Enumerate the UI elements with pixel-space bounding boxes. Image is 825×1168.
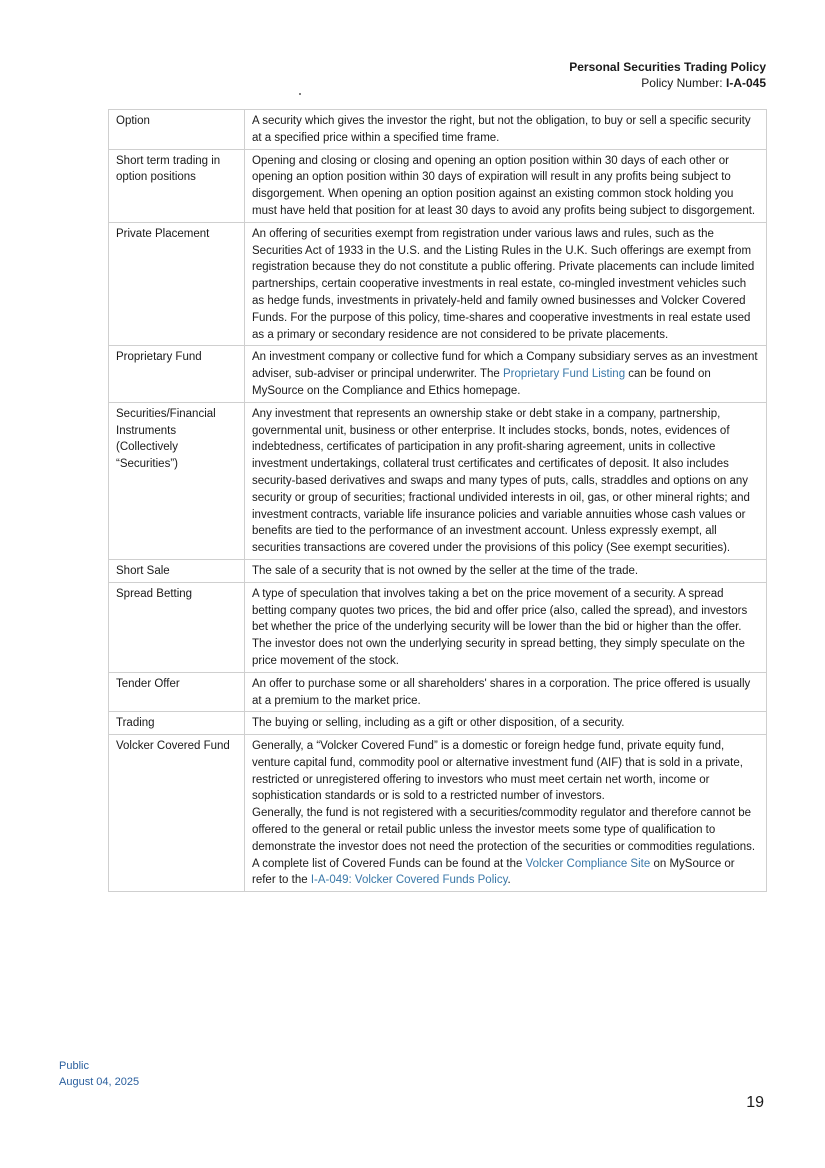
definition-cell: The sale of a security that is not owned by the seller at the time of the trade.	[245, 559, 767, 582]
classification-label: Public	[59, 1060, 89, 1072]
document-title: Personal Securities Trading Policy	[569, 60, 766, 74]
page-number: 19	[746, 1094, 764, 1111]
term-cell: Spread Betting	[109, 582, 245, 672]
term-cell: Short Sale	[109, 559, 245, 582]
definition-text: A complete list of Covered Funds can be found at the	[252, 857, 526, 870]
policy-number-value: I-A-045	[725, 76, 766, 90]
definition-text: can be found on MySource on the Compliance and Ethics homepage.	[252, 368, 711, 397]
policy-number-label: Policy Number:	[641, 76, 726, 90]
definition-cell: Any investment that represents an ownership stake or debt stake in a company, partnership, governmental unit, business or other enterprise. It includes stocks, bonds, notes, evidences of indebtedness, certificates of participation in any profit-sharing agreement, units in collective investment undertakings, collateral trust certificates and certificates of deposit. It also includes security-based derivatives and swaps and many types of puts, calls, straddles and options on any security or group of securities; fractional undivided interests in oil, gas, or other mineral rights; and investment contracts, variable life insurance policies and variable annuities whose cash values or benefits are tied to the performance of an investment account. Unless expressly exempt, all securities transactions are covered under the provisions of this policy (See exempt securities).	[245, 402, 767, 559]
definition-paragraph: Generally, a “Volcker Covered Fund” is a domestic or foreign hedge fund, private equity fund, venture capital fund, commodity pool or alternative investment fund (AIF) that is sold in a private, restricted or unregistered offering to investors who must meet certain net worth, income or sophistication standards or is sold to a restricted number of investors.	[252, 740, 743, 803]
table-row	[109, 672, 767, 712]
table-row	[109, 559, 767, 582]
definitions-table	[108, 109, 767, 892]
definition-paragraph: Generally, the fund is not registered with a securities/commodity regulator and therefore cannot be offered to the general or retail public unless the investor meets some type of qualification to demonstrate the investor does not need the protection of the securities or commodities regulations.	[252, 807, 756, 853]
term-cell: Volcker Covered Fund	[109, 735, 245, 892]
table-row	[109, 735, 767, 892]
page-footer	[59, 1058, 139, 1090]
definition-cell	[245, 346, 767, 402]
definition-cell: An offer to purchase some or all shareholders' shares in a corporation. The price offered is usually at a premium to the market price.	[245, 672, 767, 712]
volcker-compliance-site-link[interactable]: Volcker Compliance Site	[525, 857, 651, 870]
footer-date: August 04, 2025	[59, 1076, 140, 1088]
definition-cell	[245, 735, 767, 892]
definition-cell: A type of speculation that involves taking a bet on the price movement of a security. A spread betting company quotes two prices, the bid and offer price (also, called the spread), and investors bet whether the price of the underlying security will be lower than the bid or higher than the offer. The investor does not own the underlying security in spread betting, they simply speculate on the price movement of the stock.	[245, 582, 767, 672]
term-cell: Option	[109, 110, 245, 150]
definition-cell: The buying or selling, including as a gift or other disposition, of a security.	[245, 712, 767, 735]
term-cell: Proprietary Fund	[109, 346, 245, 402]
definition-text: An investment company or collective fund for which a Company subsidiary serves as an investment adviser, sub-adviser or principal underwriter. The	[252, 351, 758, 381]
policy-number-line	[569, 75, 766, 91]
table-row	[109, 402, 767, 559]
term-cell: Private Placement	[109, 222, 245, 346]
term-cell: Securities/Financial Instruments (Collectively “Securities”)	[109, 402, 245, 559]
volcker-policy-link[interactable]: I-A-049: Volcker Covered Funds Policy	[310, 874, 508, 887]
definition-text: .	[507, 874, 511, 887]
definition-cell: An offering of securities exempt from registration under various laws and rules, such as the Securities Act of 1933 in the U.S. and the Listing Rules in the U.K. Such offerings are exempt from registration because they do not constitute a public offering. Private placements can include limited partnerships, certain cooperative investments in real estate, co-mingled investment vehicles such as hedge funds, investments in privately-held and family owned businesses and Volcker Covered Funds. For the purpose of this policy, time-shares and cooperative investments in real estate used as a primary or secondary residence are not considered to be private placements.	[245, 222, 767, 346]
term-cell: Trading	[109, 712, 245, 735]
proprietary-fund-listing-link[interactable]: Proprietary Fund Listing	[503, 368, 626, 381]
stray-mark	[299, 93, 301, 95]
table-row	[109, 712, 767, 735]
page-header	[569, 59, 766, 91]
table-row	[109, 582, 767, 672]
table-row	[109, 346, 767, 402]
definition-cell: A security which gives the investor the right, but not the obligation, to buy or sell a specific security at a specified price within a specified time frame.	[245, 110, 767, 150]
definition-cell: Opening and closing or closing and opening an option position within 30 days of each other or opening an option position within 30 days of expiration will result in any profits being subject to disgorgement. When opening an option position against an existing common stock holding you must have held that position for at least 30 days to avoid any profits being subject to disgorgement.	[245, 149, 767, 222]
table-row	[109, 149, 767, 222]
table-row	[109, 222, 767, 346]
term-cell: Tender Offer	[109, 672, 245, 712]
definition-paragraph	[252, 856, 760, 890]
table-row	[109, 110, 767, 150]
definition-text: on MySource or refer to the	[252, 857, 735, 887]
term-cell: Short term trading in option positions	[109, 149, 245, 222]
